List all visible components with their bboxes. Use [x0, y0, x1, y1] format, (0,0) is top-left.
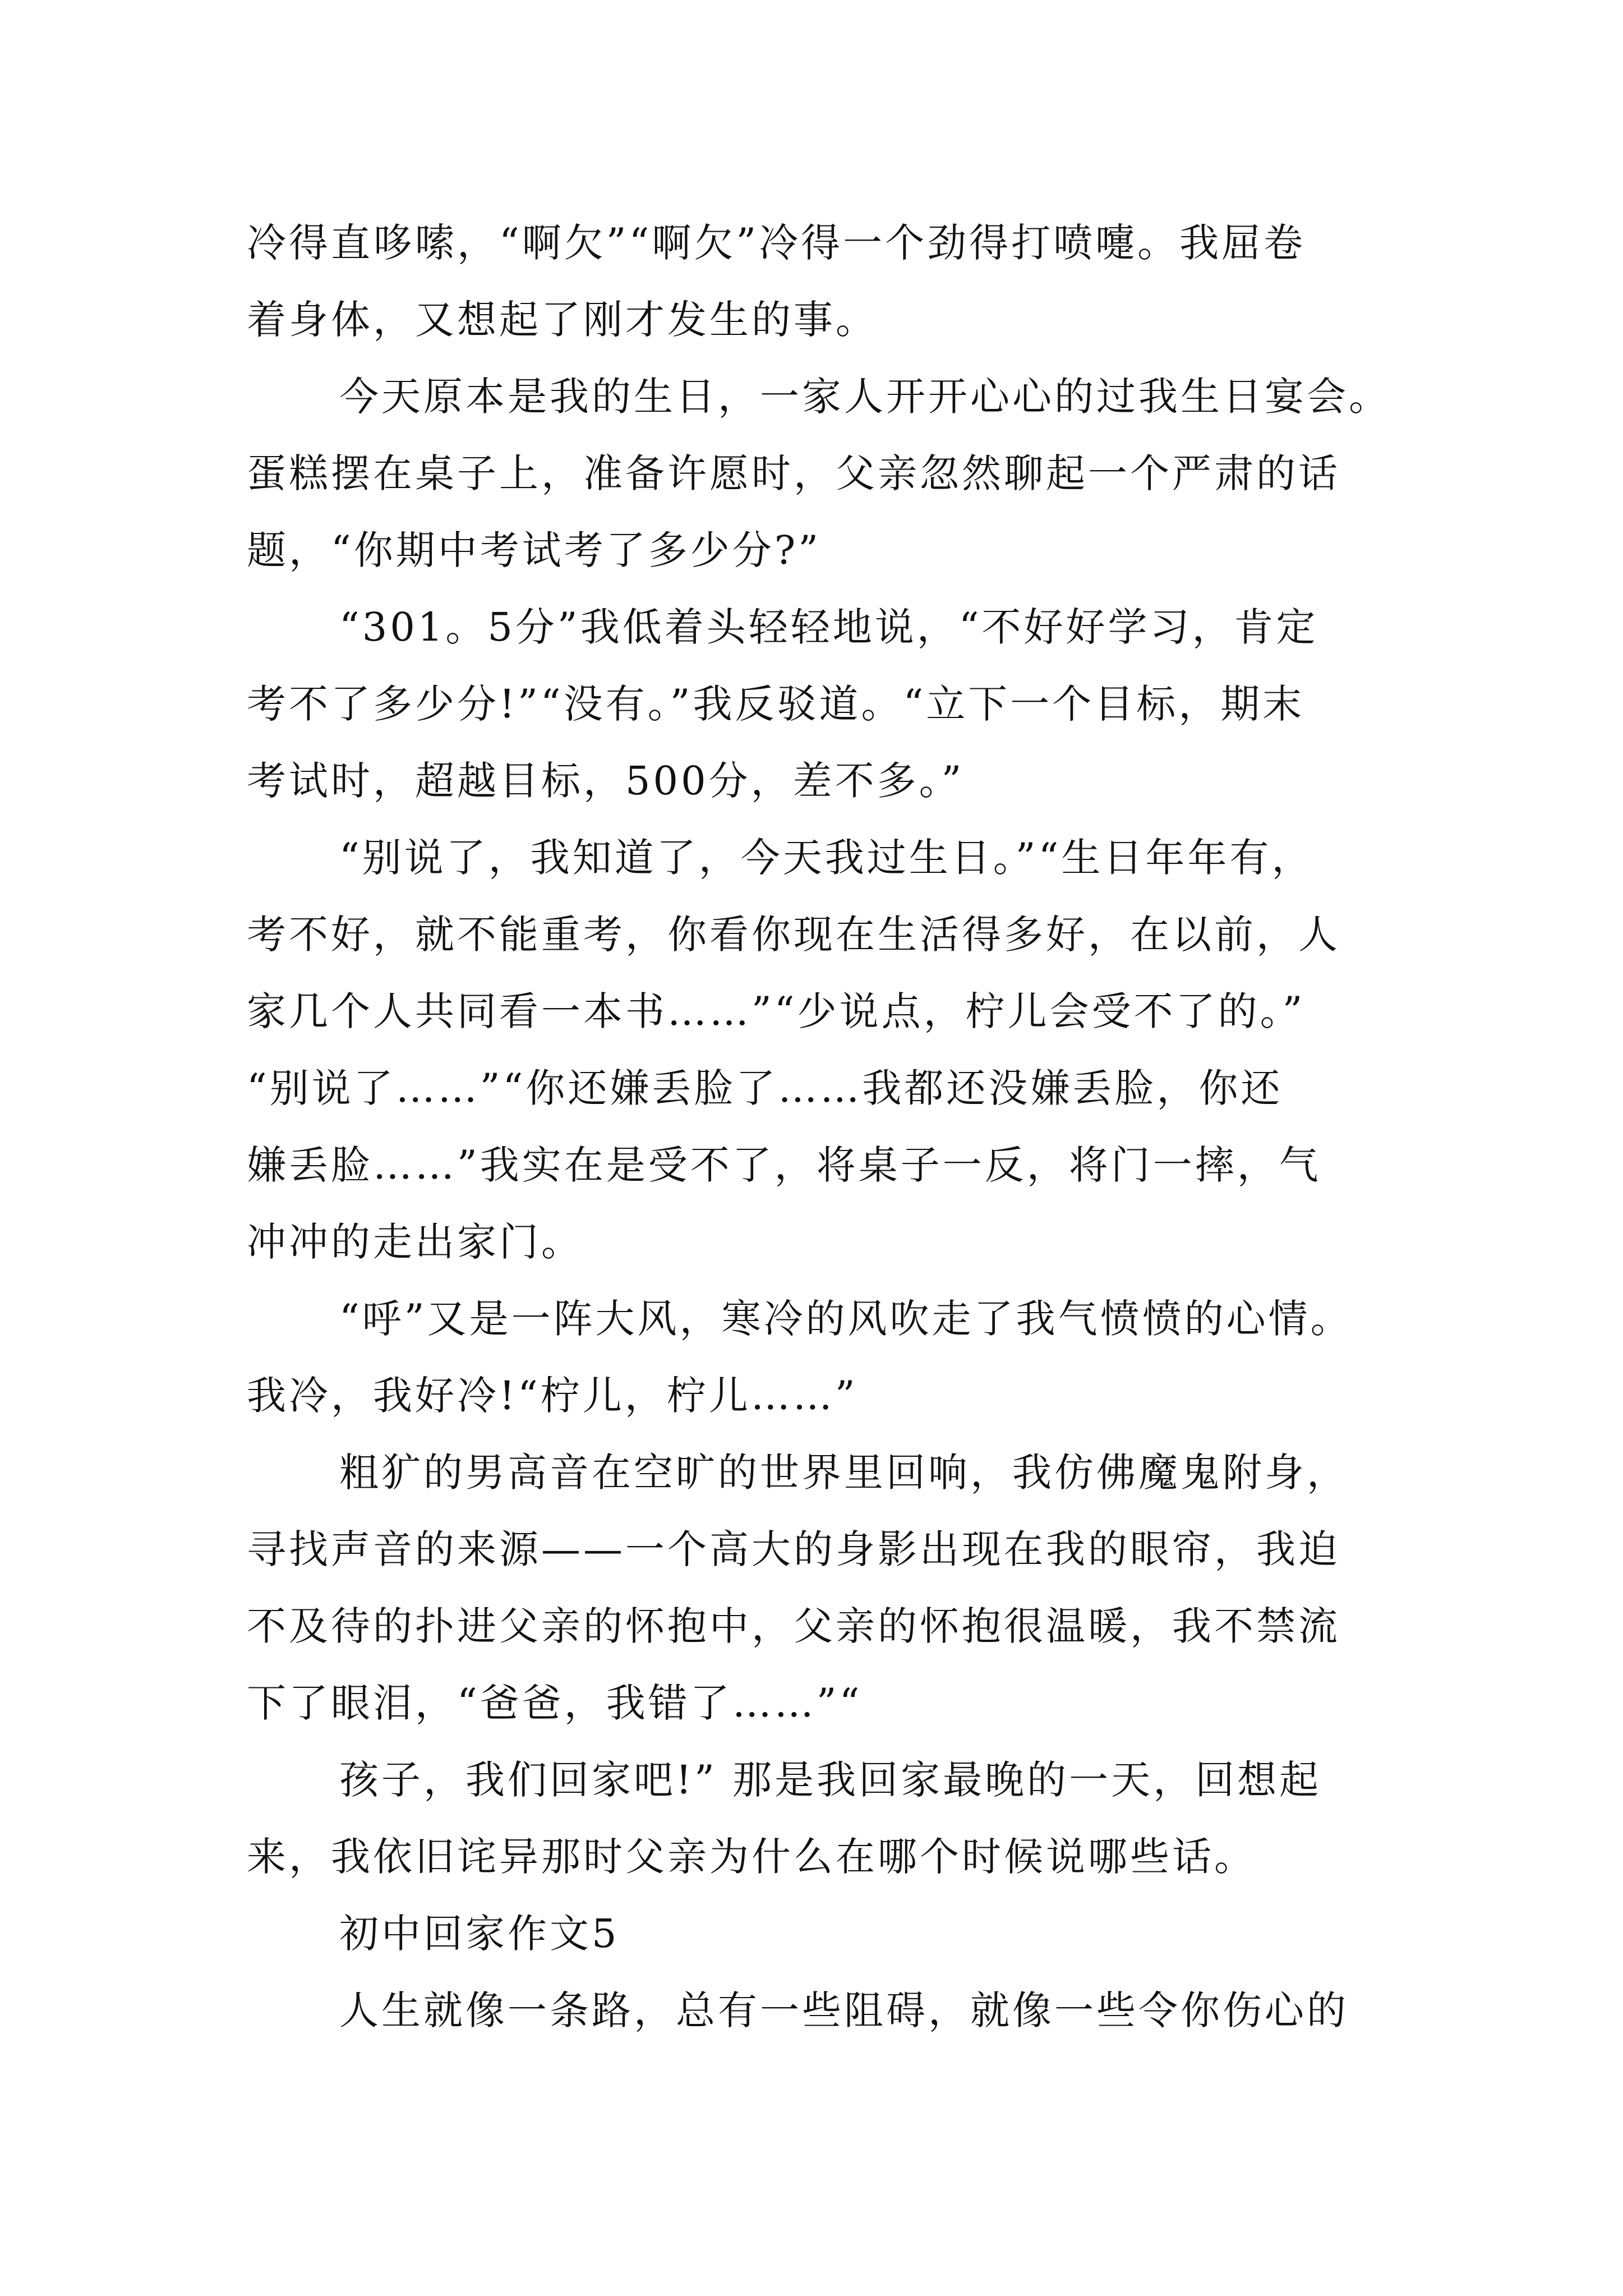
text-line: “别说了……”“你还嫌丢脸了……我都还没嫌丢脸，你还 [247, 1065, 1283, 1111]
text-line: “别说了，我知道了，今天我过生日。”“生日年年有， [339, 835, 1314, 881]
text-line: 考不好，就不能重考，你看你现在生活得多好，在以前，人 [247, 912, 1340, 958]
text-line: 冲冲的走出家门。 [247, 1219, 583, 1265]
section-heading: 初中回家作文5 [339, 1911, 620, 1957]
text-line: 着身体，又想起了刚才发生的事。 [247, 297, 878, 343]
text-line: “呼”又是一阵大风，寒冷的风吹走了我气愤愤的心情。 [339, 1296, 1353, 1342]
text-line: 来，我依旧诧异那时父亲为什么在哪个时候说哪些话。 [247, 1834, 1256, 1880]
text-line: 考试时，超越目标，500分，差不多。” [247, 758, 965, 804]
text-line: 考不了多少分!”“没有。”我反驳道。“立下一个目标，期末 [247, 681, 1305, 727]
text-line: 冷得直哆嗦，“啊欠”“啊欠”冷得一个劲得打喷嚏。我屈卷 [247, 220, 1306, 266]
text-line: 粗犷的男高音在空旷的世界里回响，我仿佛魔鬼附身， [339, 1450, 1349, 1496]
text-line: 寻找声音的来源——一个高大的身影出现在我的眼帘，我迫 [247, 1526, 1340, 1572]
text-line: 题，“你期中考试考了多少分?” [247, 527, 822, 573]
text-line: 今天原本是我的生日，一家人开开心心的过我生日宴会。 [339, 374, 1391, 420]
text-line: 蛋糕摆在桌子上，准备许愿时，父亲忽然聊起一个严肃的话 [247, 450, 1340, 496]
text-line: 孩子，我们回家吧!” 那是我回家最晚的一天，回想起 [339, 1757, 1322, 1803]
text-line: 人生就像一条路，总有一些阻碍，就像一些令你伤心的 [339, 1987, 1349, 2033]
text-line: 嫌丢脸……”我实在是受不了，将桌子一反，将门一摔，气 [247, 1142, 1321, 1188]
text-line: 我冷，我好冷!“柠儿，柠儿……” [247, 1373, 858, 1419]
text-line: 不及待的扑进父亲的怀抱中，父亲的怀抱很温暖，我不禁流 [247, 1603, 1340, 1649]
text-line: 下了眼泪，“爸爸，我错了……”“ [247, 1680, 863, 1726]
text-line: 家几个人共同看一本书……”“少说点，柠儿会受不了的。” [247, 988, 1306, 1034]
text-line: “301。5分”我低着头轻轻地说，“不好好学习，肯定 [339, 604, 1318, 650]
